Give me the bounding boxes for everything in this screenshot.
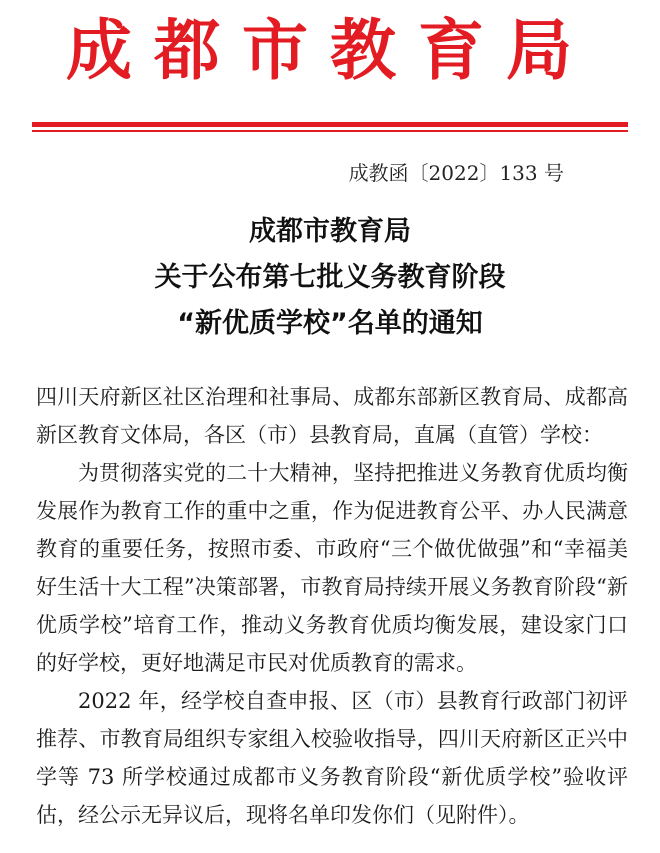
title-line-3: “新优质学校”名单的通知 <box>177 308 483 339</box>
header-red-rule-thin <box>32 130 628 132</box>
document-number: 成教函〔2022〕133 号 <box>348 161 564 185</box>
title-line-2: 关于公布第七批义务教育阶段 <box>154 262 506 293</box>
header-red-rule-thick <box>32 122 628 127</box>
title-line-1: 成都市教育局 <box>249 216 411 247</box>
issuer-masthead: 成都市教育局 <box>66 11 594 89</box>
document-body <box>36 378 628 834</box>
body-paragraph-2: 2022 年，经学校自查申报、区（市）县教育行政部门初评推荐、市教育局组织专家组入校验收指导，四川天府新区正兴中学等 73 所学校通过成都市义务教育阶段“新优质学校”验收评估，经公示无异议后，现将名单印发你们（见附件）。 <box>36 689 628 827</box>
recipients-paragraph: 四川天府新区社区治理和社事局、成都东部新区教育局、成都高新区教育文体局，各区（市）县教育局，直属（直管）学校： <box>36 385 628 447</box>
body-paragraph-1: 为贯彻落实党的二十大精神，坚持把推进义务教育优质均衡发展作为教育工作的重中之重，作为促进教育公平、办人民满意教育的重要任务，按照市委、市政府“三个做优做强”和“幸福美好生活十大工程”决策部署，市教育局持续开展义务教育阶段“新优质学校”培育工作，推动义务教育优质均衡发展，建设家门口的好学校，更好地满足市民对优质教育的需求。 <box>36 461 628 675</box>
